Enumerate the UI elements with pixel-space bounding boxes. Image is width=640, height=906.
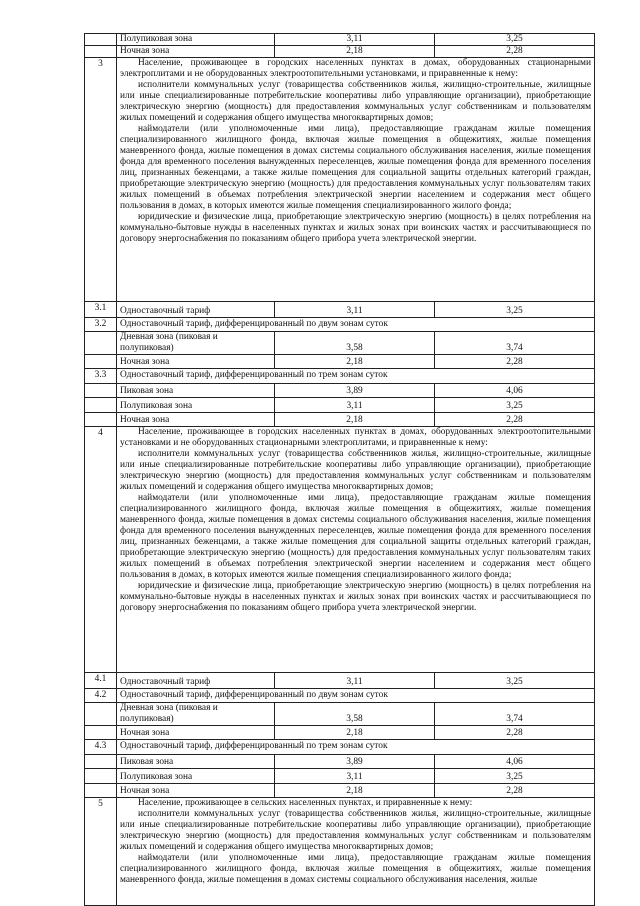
section-paragraph: Население, проживающее в городских населенных пунктах в домах, оборудованных стационарными электроплитами и не оборудованных электроотопительными установками, и приравненные к нему: bbox=[120, 58, 591, 79]
tariff-row bbox=[85, 302, 595, 318]
tariff-value-period-1: 2,18 bbox=[275, 784, 435, 798]
row-number bbox=[85, 332, 117, 355]
tariff-row bbox=[85, 384, 595, 398]
tariff-label: Одноставочный тариф bbox=[117, 673, 275, 689]
tariff-value-period-2: 3,25 bbox=[435, 769, 595, 784]
row-number: 4.3 bbox=[85, 740, 117, 755]
tariff-label: Пиковая зона bbox=[117, 384, 275, 398]
tariff-label: Полупиковая зона bbox=[117, 34, 275, 46]
subsection-row bbox=[85, 689, 595, 703]
tariff-value-period-2: 4,06 bbox=[435, 755, 595, 769]
row-number: 4.2 bbox=[85, 689, 117, 703]
tariff-value-period-1: 2,18 bbox=[275, 726, 435, 740]
tariff-value-period-1: 3,89 bbox=[275, 384, 435, 398]
row-number: 3.1 bbox=[85, 302, 117, 318]
row-number: 4.1 bbox=[85, 673, 117, 689]
section-row bbox=[85, 58, 595, 302]
subsection-title: Одноставочный тариф, дифференцированный по трем зонам суток bbox=[117, 740, 595, 755]
row-number bbox=[85, 784, 117, 798]
tariff-row bbox=[85, 755, 595, 769]
subsection-row bbox=[85, 318, 595, 332]
tariff-value-period-1: 2,18 bbox=[275, 355, 435, 369]
tariff-value-period-2: 3,25 bbox=[435, 34, 595, 46]
tariff-label: Ночная зона bbox=[117, 726, 275, 740]
tariff-label: Дневная зона (пиковая и полупиковая) bbox=[117, 332, 275, 355]
tariff-label: Ночная зона bbox=[117, 46, 275, 58]
tariff-row bbox=[85, 398, 595, 413]
tariff-value-period-2: 2,28 bbox=[435, 784, 595, 798]
tariff-label: Полупиковая зона bbox=[117, 398, 275, 413]
tariff-value-period-1: 3,11 bbox=[275, 398, 435, 413]
section-paragraph: наймодатели (или уполномоченные ими лица), предоставляющие гражданам жилые помещения специализированного жилищного фонда, включая жилые помещения в общежитиях, жилые помещения маневренного фонда, жилые помещения в домах системы социального обслуживания населения, жилые помещения фонда для временного поселения вынужденных переселенцев, жилые помещения фонда для временного поселения лиц, признанных беженцами, а также жилые помещения для социальной защиты отдельных категорий граждан, приобретающие электрическую энергию (мощность) для предоставления коммунальных услуг пользователям таких жилых помещений в объемах потребления электрической энергии населением и содержания мест общего пользования в домах, в которых имеются жилые помещения специализированного жилого фонда; bbox=[120, 124, 591, 211]
row-number bbox=[85, 703, 117, 726]
tariff-label: Ночная зона bbox=[117, 413, 275, 427]
tariff-value-period-1: 2,18 bbox=[275, 413, 435, 427]
row-number: 3 bbox=[85, 58, 117, 302]
tariff-value-period-2: 3,25 bbox=[435, 673, 595, 689]
tariff-value-period-2: 2,28 bbox=[435, 355, 595, 369]
tariff-row bbox=[85, 34, 595, 46]
section-paragraph: Население, проживающее в городских населенных пунктах в домах, оборудованных электроотопительными установками и не оборудованных стационарными электроплитами, и приравненные к нему: bbox=[120, 427, 591, 448]
tariff-value-period-2: 3,74 bbox=[435, 332, 595, 355]
section-paragraph: исполнители коммунальных услуг (товарищества собственников жилья, жилищно-строительные, жилищные или иные специализированные потребительские кооперативы либо управляющие организации), приобретающие электрическую энергию (мощность) для предоставления коммунальных услуг собственникам и пользователям жилых помещений и содержания общего имущества многоквартирных домов; bbox=[120, 80, 591, 123]
tariff-value-period-2: 3,25 bbox=[435, 302, 595, 318]
tariff-value-period-2: 3,74 bbox=[435, 703, 595, 726]
section-paragraph: наймодатели (или уполномоченные ими лица), предоставляющие гражданам жилые помещения специализированного жилищного фонда, включая жилые помещения в общежитиях, жилые помещения маневренного фонда, жилые помещения в домах системы социального обслуживания населения, жилые bbox=[120, 853, 591, 885]
tariff-row bbox=[85, 413, 595, 427]
section-paragraph: наймодатели (или уполномоченные ими лица), предоставляющие гражданам жилые помещения специализированного жилищного фонда, включая жилые помещения в общежитиях, жилые помещения маневренного фонда, жилые помещения в домах системы социального обслуживания населения, жилые помещения фонда для временного поселения вынужденных переселенцев, жилые помещения фонда для временного поселения лиц, признанных беженцами, а также жилые помещения для социальной защиты отдельных категорий граждан, приобретающие электрическую энергию (мощность) для предоставления коммунальных услуг пользователям таких жилых помещений в объемах потребления электрической энергии населением и содержания мест общего пользования в домах, в которых имеются жилые помещения специализированного жилого фонда; bbox=[120, 493, 591, 580]
tariff-row bbox=[85, 784, 595, 798]
row-number: 3.2 bbox=[85, 318, 117, 332]
tariff-value-period-1: 3,11 bbox=[275, 34, 435, 46]
tariff-label: Полупиковая зона bbox=[117, 769, 275, 784]
row-number bbox=[85, 769, 117, 784]
row-number bbox=[85, 355, 117, 369]
tariff-row bbox=[85, 726, 595, 740]
section-row bbox=[85, 798, 595, 906]
tariff-label: Одноставочный тариф bbox=[117, 302, 275, 318]
section-description bbox=[117, 58, 595, 302]
row-number bbox=[85, 384, 117, 398]
tariff-row bbox=[85, 769, 595, 784]
section-paragraph: юридические и физические лица, приобретающие электрическую энергию (мощность) в целях потребления на коммунально-бытовые нужды в населенных пунктах и жилых зонах при воинских частях и рассчитывающиеся по договору энергоснабжения по показаниям общего прибора учета электрической энергии. bbox=[120, 581, 591, 613]
tariff-row bbox=[85, 46, 595, 58]
tariff-table bbox=[84, 33, 595, 906]
tariff-row bbox=[85, 703, 595, 726]
subsection-title: Одноставочный тариф, дифференцированный по трем зонам суток bbox=[117, 369, 595, 384]
section-row bbox=[85, 427, 595, 673]
tariff-value-period-2: 3,25 bbox=[435, 398, 595, 413]
row-number: 3.3 bbox=[85, 369, 117, 384]
row-number: 5 bbox=[85, 798, 117, 906]
tariff-value-period-2: 2,28 bbox=[435, 46, 595, 58]
subsection-title: Одноставочный тариф, дифференцированный по двум зонам суток bbox=[117, 689, 595, 703]
row-number bbox=[85, 726, 117, 740]
tariff-value-period-2: 4,06 bbox=[435, 384, 595, 398]
tariff-value-period-1: 3,58 bbox=[275, 703, 435, 726]
section-description bbox=[117, 427, 595, 673]
tariff-row bbox=[85, 332, 595, 355]
row-number bbox=[85, 398, 117, 413]
row-number bbox=[85, 755, 117, 769]
tariff-label: Дневная зона (пиковая и полупиковая) bbox=[117, 703, 275, 726]
tariff-row bbox=[85, 355, 595, 369]
subsection-title: Одноставочный тариф, дифференцированный по двум зонам суток bbox=[117, 318, 595, 332]
tariff-label: Ночная зона bbox=[117, 355, 275, 369]
tariff-label: Ночная зона bbox=[117, 784, 275, 798]
tariff-value-period-2: 2,28 bbox=[435, 726, 595, 740]
row-number bbox=[85, 413, 117, 427]
row-number: 4 bbox=[85, 427, 117, 673]
tariff-value-period-1: 3,89 bbox=[275, 755, 435, 769]
section-paragraph: исполнители коммунальных услуг (товарищества собственников жилья, жилищно-строительные, жилищные или иные специализированные потребительские кооперативы либо управляющие организации), приобретающие электрическую энергию (мощность) для предоставления коммунальных услуг собственникам и пользователям жилых помещений и содержания общего имущества многоквартирных домов; bbox=[120, 809, 591, 852]
tariff-value-period-2: 2,28 bbox=[435, 413, 595, 427]
tariff-row bbox=[85, 673, 595, 689]
tariff-document bbox=[84, 33, 594, 906]
section-paragraph: исполнители коммунальных услуг (товарищества собственников жилья, жилищно-строительные, жилищные или иные специализированные потребительские кооперативы либо управляющие организации), приобретающие электрическую энергию (мощность) для предоставления коммунальных услуг собственникам и пользователям жилых помещений и содержания общего имущества многоквартирных домов; bbox=[120, 449, 591, 492]
section-description bbox=[117, 798, 595, 906]
section-paragraph: юридические и физические лица, приобретающие электрическую энергию (мощность) в целях потребления на коммунально-бытовые нужды в населенных пунктах и жилых зонах при воинских частях и рассчитывающиеся по договору энергоснабжения по показаниям общего прибора учета электрической энергии. bbox=[120, 212, 591, 244]
row-number bbox=[85, 34, 117, 46]
row-number bbox=[85, 46, 117, 58]
tariff-value-period-1: 3,11 bbox=[275, 302, 435, 318]
tariff-label: Пиковая зона bbox=[117, 755, 275, 769]
tariff-value-period-1: 3,11 bbox=[275, 673, 435, 689]
tariff-value-period-1: 2,18 bbox=[275, 46, 435, 58]
subsection-row bbox=[85, 740, 595, 755]
subsection-row bbox=[85, 369, 595, 384]
tariff-value-period-1: 3,58 bbox=[275, 332, 435, 355]
tariff-value-period-1: 3,11 bbox=[275, 769, 435, 784]
section-paragraph: Население, проживающее в сельских населенных пунктах, и приравненные к нему: bbox=[138, 798, 473, 808]
